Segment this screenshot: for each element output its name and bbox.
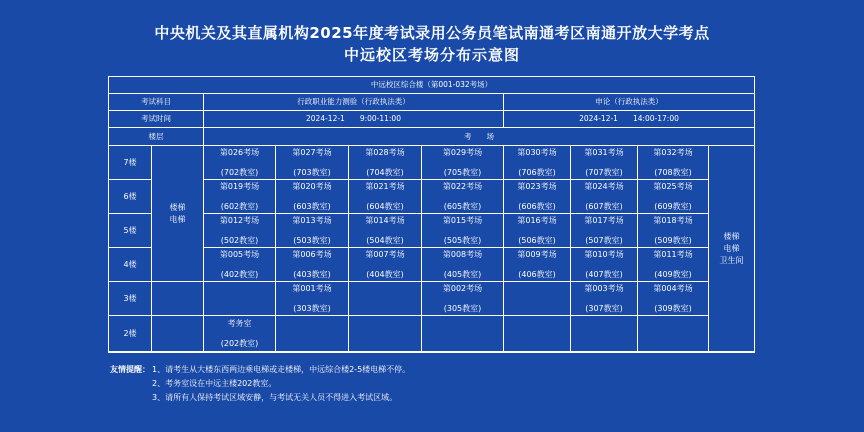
room-name: 第005考场 xyxy=(219,249,260,259)
time-afternoon: 2024-12-1 14:00-17:00 xyxy=(504,111,754,128)
room-number: (202教室) xyxy=(220,338,259,348)
subject-label: 考试科目 xyxy=(109,94,204,111)
time-label: 考试时间 xyxy=(109,111,204,128)
room-number: (708教室) xyxy=(654,167,692,177)
room-name: 第028考场 xyxy=(365,147,405,157)
room-number: (403教室) xyxy=(293,269,331,279)
floor-label: 7楼 xyxy=(109,146,152,180)
room-number: (703教室) xyxy=(293,167,331,177)
empty-room-cell xyxy=(571,316,638,352)
exam-room-header: 考 场 xyxy=(204,128,754,146)
note-item: 3、请所有人保持考试区域安静，与考试无关人员不得进入考试区域。 xyxy=(152,393,398,402)
subject-afternoon: 申论（行政执法类） xyxy=(504,94,754,111)
exam-room-cell xyxy=(504,214,571,248)
exam-room-cell xyxy=(504,146,571,180)
exam-room-cell xyxy=(349,248,422,282)
floor-label: 6楼 xyxy=(109,180,152,214)
room-name: 第030考场 xyxy=(517,147,557,157)
room-name: 第011考场 xyxy=(653,249,693,259)
room-name: 第015考场 xyxy=(442,215,483,225)
note-item: 2、考务室设在中远主楼202教室。 xyxy=(152,379,277,388)
exam-room-cell xyxy=(422,146,504,180)
room-number: (305教室) xyxy=(443,303,482,313)
room-name: 第004考场 xyxy=(653,283,693,293)
room-name: 第014考场 xyxy=(365,215,405,225)
floor-label: 2楼 xyxy=(109,316,152,352)
notes-label: 友情提醒： xyxy=(110,365,150,374)
room-name: 第002考场 xyxy=(442,283,483,293)
room-name: 第010考场 xyxy=(584,249,624,259)
empty-room-cell xyxy=(204,282,276,316)
room-name: 第023考场 xyxy=(517,181,557,191)
room-number: (605教室) xyxy=(443,201,482,211)
exam-room-cell xyxy=(638,180,709,214)
empty-room-cell xyxy=(276,316,349,352)
exam-room-cell xyxy=(571,214,638,248)
room-name: 第016考场 xyxy=(517,215,557,225)
room-number: (503教室) xyxy=(293,235,331,245)
exam-room-cell xyxy=(571,180,638,214)
room-name: 第013考场 xyxy=(292,215,332,225)
exam-room-cell xyxy=(276,146,349,180)
room-number: (504教室) xyxy=(366,235,404,245)
room-number: (704教室) xyxy=(366,167,404,177)
room-name: 第006考场 xyxy=(292,249,332,259)
exam-room-cell xyxy=(276,214,349,248)
room-number: (507教室) xyxy=(585,235,623,245)
room-number: (606教室) xyxy=(518,201,556,211)
room-number: (407教室) xyxy=(585,269,623,279)
room-name: 第009考场 xyxy=(517,249,557,259)
exam-layout-table xyxy=(108,76,755,353)
building-header: 中远校区综合楼（第001-032考场） xyxy=(109,77,754,94)
room-name: 第032考场 xyxy=(653,147,693,157)
exam-room-cell xyxy=(349,180,422,214)
room-number: (406教室) xyxy=(518,269,556,279)
time-morning: 2024-12-1 9:00-11:00 xyxy=(204,111,504,128)
exam-room-cell xyxy=(276,282,349,316)
stairs-elevator-cell xyxy=(152,146,204,282)
exam-room-cell xyxy=(422,180,504,214)
room-number: (309教室) xyxy=(654,303,692,313)
exam-room-cell xyxy=(571,282,638,316)
room-name: 第018考场 xyxy=(653,215,693,225)
room-number: (404教室) xyxy=(366,269,404,279)
empty-room-cell xyxy=(504,282,571,316)
room-number: (506教室) xyxy=(518,235,556,245)
stairs-label: 楼梯 xyxy=(723,231,740,241)
room-name: 第008考场 xyxy=(442,249,483,259)
room-name: 第007考场 xyxy=(365,249,405,259)
empty-cell xyxy=(152,316,204,352)
subject-morning: 行政职业能力测验（行政执法类） xyxy=(204,94,504,111)
room-name: 考务室 xyxy=(227,318,252,328)
room-number: (509教室) xyxy=(654,235,692,245)
exam-room-cell xyxy=(204,214,276,248)
room-name: 第012考场 xyxy=(219,215,260,225)
room-number: (705教室) xyxy=(443,167,482,177)
room-number: (409教室) xyxy=(654,269,692,279)
floor-header: 楼层 xyxy=(109,128,204,146)
room-name: 第029考场 xyxy=(442,147,483,157)
exam-room-cell xyxy=(571,146,638,180)
room-number: (402教室) xyxy=(220,269,259,279)
room-name: 第001考场 xyxy=(292,283,332,293)
room-number: (307教室) xyxy=(585,303,623,313)
exam-room-cell xyxy=(638,146,709,180)
exam-room-cell xyxy=(349,146,422,180)
room-name: 第025考场 xyxy=(653,181,693,191)
room-number: (702教室) xyxy=(220,167,259,177)
room-name: 第003考场 xyxy=(584,283,624,293)
empty-room-cell xyxy=(422,316,504,352)
empty-room-cell xyxy=(349,316,422,352)
room-number: (607教室) xyxy=(585,201,623,211)
exam-room-cell xyxy=(422,282,504,316)
restroom-label: 卫生间 xyxy=(719,255,744,265)
floor-label: 3楼 xyxy=(109,282,152,316)
exam-room-cell xyxy=(638,248,709,282)
title-line-1: 中央机关及其直属机构2025年度考试录用公务员笔试南通考区南通开放大学考点 xyxy=(154,24,710,42)
room-name: 第022考场 xyxy=(442,181,483,191)
exam-room-cell xyxy=(276,180,349,214)
note-item: 1、请考生从大楼东西两边乘电梯或走楼梯，中远综合楼2-5楼电梯不停。 xyxy=(152,365,411,374)
exam-room-cell xyxy=(276,248,349,282)
room-name: 第031考场 xyxy=(584,147,624,157)
exam-room-cell xyxy=(638,282,709,316)
exam-room-cell xyxy=(504,248,571,282)
exam-room-cell xyxy=(422,214,504,248)
right-facilities-cell xyxy=(709,146,754,352)
exam-room-cell xyxy=(571,248,638,282)
room-name: 第017考场 xyxy=(584,215,624,225)
room-name: 第021考场 xyxy=(365,181,405,191)
room-name: 第026考场 xyxy=(219,147,260,157)
exam-office-cell xyxy=(204,316,276,352)
exam-room-cell xyxy=(204,248,276,282)
notes-section xyxy=(110,363,410,405)
empty-cell xyxy=(152,282,204,316)
room-number: (603教室) xyxy=(293,201,331,211)
stairs-label: 楼梯 xyxy=(169,202,186,212)
room-name: 第020考场 xyxy=(292,181,332,191)
elevator-label: 电梯 xyxy=(169,214,186,224)
floor-label: 5楼 xyxy=(109,214,152,248)
room-name: 第019考场 xyxy=(219,181,260,191)
room-number: (303教室) xyxy=(293,303,331,313)
room-number: (609教室) xyxy=(654,201,692,211)
elevator-label: 电梯 xyxy=(723,243,740,253)
exam-room-cell xyxy=(638,214,709,248)
room-number: (707教室) xyxy=(585,167,623,177)
empty-room-cell xyxy=(638,316,709,352)
exam-room-cell xyxy=(422,248,504,282)
room-name: 第027考场 xyxy=(292,147,332,157)
room-number: (502教室) xyxy=(220,235,259,245)
floor-label: 4楼 xyxy=(109,248,152,282)
room-number: (706教室) xyxy=(518,167,556,177)
room-number: (602教室) xyxy=(220,201,259,211)
empty-room-cell xyxy=(504,316,571,352)
exam-room-cell xyxy=(204,180,276,214)
room-number: (505教室) xyxy=(443,235,482,245)
room-number: (405教室) xyxy=(443,269,482,279)
room-number: (604教室) xyxy=(366,201,404,211)
exam-room-cell xyxy=(504,180,571,214)
title-line-2: 中远校区考场分布示意图 xyxy=(343,46,520,64)
room-name: 第024考场 xyxy=(584,181,624,191)
exam-room-cell xyxy=(204,146,276,180)
empty-room-cell xyxy=(349,282,422,316)
exam-room-cell xyxy=(349,214,422,248)
